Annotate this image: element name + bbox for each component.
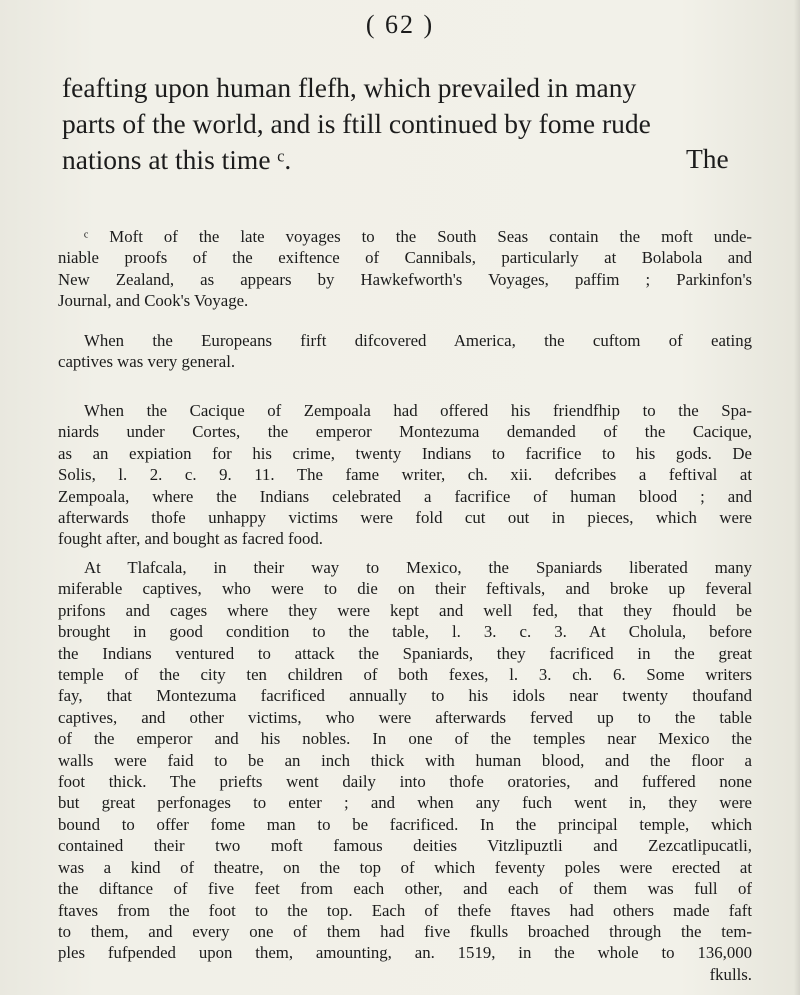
page-number: ( 62 ): [365, 10, 435, 39]
main-text-line: parts of the world, and is ftill continued by fome rude: [62, 108, 651, 139]
paragraph-line: captives was very general.: [58, 352, 236, 372]
paragraph-line: At Tlafcala, in their way to Mexico, the Spaniards liberated many: [84, 558, 752, 577]
paragraph-line: fought after, and bought as facred food.: [58, 529, 323, 549]
paragraph-europeans: [58, 330, 752, 373]
paragraph-line: to them, and every one of them had five fkulls broached through the tem-: [58, 921, 752, 941]
footnote-line: New Zealand, as appears by Hawkefworth's Voyages, paffim ; Parkinfon's: [58, 269, 752, 289]
paragraph-line: brought in good condition to the table, l. 3. c. 3. At Cholula, before: [58, 622, 752, 642]
paragraph-line: as an expiation for his crime, twenty Indians to facrifice to his gods. De: [58, 443, 752, 463]
main-text-line: nations at this time ᶜ.: [62, 144, 292, 175]
paragraph-line: ples fufpended upon them, amounting, an. 1519, in the whole to 136,000: [58, 943, 752, 963]
paragraph-line: captives, and other victims, who were afterwards ferved up to the table: [58, 707, 752, 727]
paragraph-line: miferable captives, who were to die on their feftivals, and broke up feveral: [58, 579, 752, 599]
main-text: [62, 70, 750, 178]
paragraph-line: ftaves from the foot to the top. Each of thefe ftaves had others made faft: [58, 900, 752, 920]
paragraph-line: was a kind of theatre, on the top of which feventy poles were erected at: [58, 857, 752, 877]
paragraph-line: Solis, l. 2. c. 9. 11. The fame writer, ch. xii. defcribes a feftival at: [58, 465, 752, 485]
paragraph-line: When the Cacique of Zempoala had offered his friendfhip to the Spa-: [84, 401, 752, 420]
paragraph-line: fay, that Montezuma facrificed annually to his idols near twenty thoufand: [58, 686, 752, 706]
paragraph-line: bound to offer fome man to be facrificed. In the principal temple, which: [58, 814, 752, 834]
paragraph-line: niards under Cortes, the emperor Montezuma demanded of the Cacique,: [58, 422, 752, 442]
paragraph-line: contained their two moft famous deities Vitzlipuztli and Zezcatlipucatli,: [58, 836, 752, 856]
paragraph-line: Zempoala, where the Indians celebrated a facrifice of human blood ; and: [58, 486, 752, 506]
footnote-line: Journal, and Cook's Voyage.: [58, 291, 249, 311]
paragraph-line: prifons and cages where they were kept and well fed, that they fhould be: [58, 600, 752, 620]
paragraph-tlascala: [58, 557, 752, 985]
main-text-line: feafting upon human flefh, which prevailed in many: [62, 72, 637, 103]
page-edge-shadow: [794, 0, 800, 995]
paragraph-zempoala: [58, 400, 752, 550]
paragraph-line: afterwards thofe unhappy victims were fold cut out in pieces, which were: [58, 508, 752, 528]
paragraph-line: foot thick. The priefts went daily into thofe oratories, and fuffered none: [58, 772, 752, 792]
catchword: The: [686, 143, 729, 174]
paragraph-line: temple of the city ten children of both fexes, l. 3. ch. 6. Some writers: [58, 665, 752, 685]
footnote-line: niable proofs of the exiftence of Cannibals, particularly at Bolabola and: [58, 248, 752, 268]
paragraph-line: fkulls.: [709, 964, 752, 984]
paragraph-line: of the emperor and his nobles. In one of the temples near Mexico the: [58, 729, 752, 749]
paragraph-line: walls were faid to be an inch thick with human blood, and the floor a: [58, 750, 752, 770]
paragraph-line: the diftance of five feet from each other, and each of them was full of: [58, 879, 752, 899]
paragraph-line: When the Europeans firft difcovered America, the cuftom of eating: [84, 331, 752, 350]
paragraph-line: but great perfonages to enter ; and when any fuch went in, they were: [58, 793, 752, 813]
paragraph-line: the Indians ventured to attack the Spaniards, they facrificed in the great: [58, 643, 752, 663]
footnote-line: ᶜ Moft of the late voyages to the South Seas contain the moft unde-: [84, 227, 752, 246]
footnote-c: [58, 226, 752, 312]
